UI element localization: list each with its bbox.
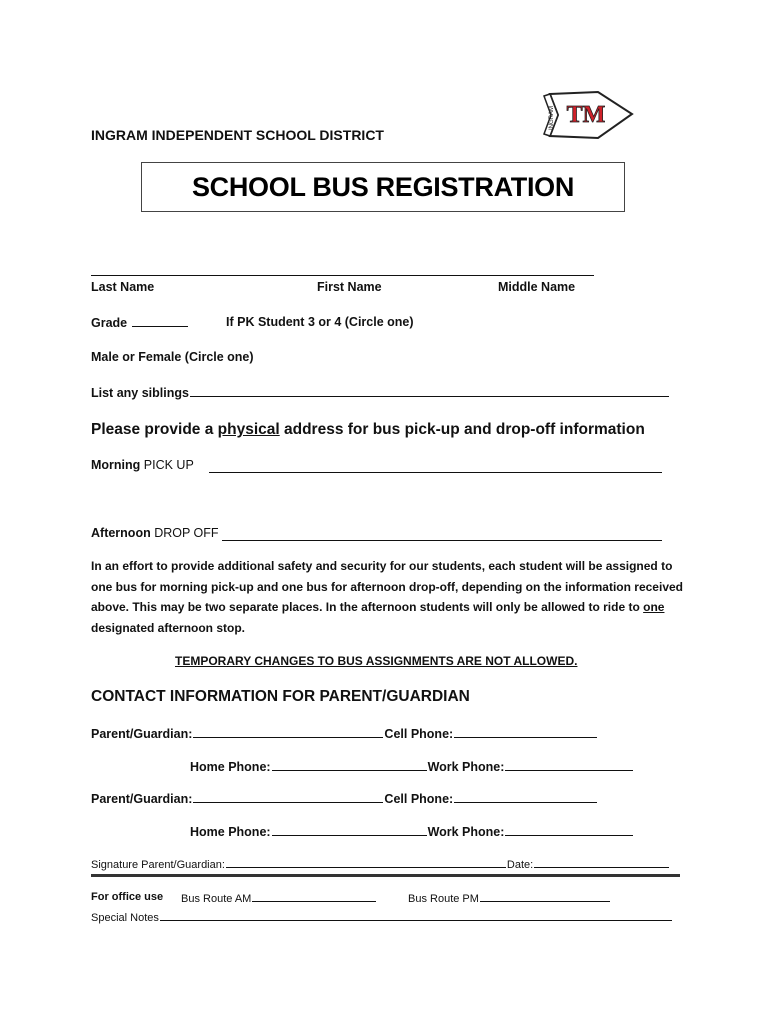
route-pm-field[interactable]: [480, 891, 610, 902]
gender-label: Male or Female (Circle one): [91, 350, 254, 364]
signature-label: Signature Parent/Guardian:: [91, 859, 225, 871]
notice-text-2: designated afternoon stop.: [91, 620, 246, 635]
notice-text-1: In an effort to provide additional safety and security for our students, each student will be assigned to one bus for morning pick-up and one bus for afternoon drop-off, depending on the information received above. This may be two separate places. In the afternoon students will only be allowed to ride to: [91, 559, 683, 614]
last-name-label: Last Name: [91, 280, 155, 294]
notice-paragraph: [91, 556, 691, 638]
route-pm-row: [408, 891, 611, 905]
special-notes-label: Special Notes: [91, 912, 159, 924]
parent2-work-label: Work Phone:: [427, 825, 505, 839]
morning-label-rest: PICK UP: [140, 458, 194, 472]
district-logo: [538, 88, 634, 144]
logo-side-text: INGRAM: [549, 106, 555, 130]
parent1-home-field[interactable]: [272, 759, 427, 771]
grade-row: [91, 315, 189, 330]
special-notes-field[interactable]: [160, 910, 672, 921]
parent2-field[interactable]: [193, 791, 383, 803]
morning-pickup-field[interactable]: [209, 462, 662, 473]
notice-text-underlined: one: [643, 600, 665, 614]
parent1-cell-label: Cell Phone:: [384, 727, 454, 741]
address-heading-underlined: physical: [217, 421, 280, 438]
first-name-label: First Name: [317, 280, 382, 294]
siblings-label: List any siblings: [91, 386, 189, 400]
grade-label: Grade: [91, 316, 128, 330]
district-name: INGRAM INDEPENDENT SCHOOL DISTRICT: [91, 127, 384, 143]
office-use-label: For office use: [91, 891, 164, 903]
morning-row: [91, 458, 194, 472]
parent2-cell-label: Cell Phone:: [384, 792, 454, 806]
middle-name-label: Middle Name: [498, 280, 576, 294]
route-pm-label: Bus Route PM: [408, 893, 479, 905]
afternoon-dropoff-field[interactable]: [222, 530, 662, 541]
parent1-label: Parent/Guardian:: [91, 727, 193, 741]
address-heading-post: address for bus pick-up and drop-off information: [279, 421, 645, 438]
name-field[interactable]: [91, 265, 594, 276]
signature-row: [91, 857, 670, 871]
address-heading-pre: Please provide a: [91, 421, 218, 438]
parent1-home-label: Home Phone:: [190, 760, 271, 774]
grade-field[interactable]: [132, 315, 188, 327]
special-notes-row: [91, 910, 673, 924]
parent1-phones-row: [190, 759, 634, 774]
title-box: [141, 162, 625, 212]
parent1-work-field[interactable]: [505, 759, 633, 771]
parent1-work-label: Work Phone:: [427, 760, 505, 774]
parent2-work-field[interactable]: [505, 824, 633, 836]
contact-heading: CONTACT INFORMATION FOR PARENT/GUARDIAN: [91, 688, 470, 705]
date-field[interactable]: [534, 857, 669, 868]
parent2-phones-row: [190, 824, 634, 839]
pk-label: If PK Student 3 or 4 (Circle one): [226, 315, 414, 329]
address-heading: [91, 421, 645, 439]
siblings-row: [91, 385, 670, 400]
route-am-label: Bus Route AM: [181, 893, 252, 905]
afternoon-label-rest: DROP OFF: [150, 526, 219, 540]
temporary-changes-warning: TEMPORARY CHANGES TO BUS ASSIGNMENTS ARE NOT ALLOWED.: [175, 654, 578, 668]
logo-text: TM: [566, 102, 606, 128]
route-am-field[interactable]: [252, 891, 376, 902]
parent1-cell-field[interactable]: [454, 726, 597, 738]
parent2-row: [91, 791, 598, 806]
route-am-row: [181, 891, 377, 905]
parent2-cell-field[interactable]: [454, 791, 597, 803]
office-divider: [91, 874, 680, 877]
parent2-home-field[interactable]: [272, 824, 427, 836]
date-label: Date:: [506, 859, 534, 871]
parent2-label: Parent/Guardian:: [91, 792, 193, 806]
page-title: SCHOOL BUS REGISTRATION: [191, 171, 575, 202]
signature-field[interactable]: [226, 857, 506, 868]
parent1-field[interactable]: [193, 726, 383, 738]
siblings-field[interactable]: [190, 385, 669, 397]
parent1-row: [91, 726, 598, 741]
afternoon-label-bold: Afternoon: [91, 526, 151, 540]
parent2-home-label: Home Phone:: [190, 825, 271, 839]
morning-label-bold: Morning: [91, 458, 141, 472]
afternoon-row: [91, 526, 219, 540]
